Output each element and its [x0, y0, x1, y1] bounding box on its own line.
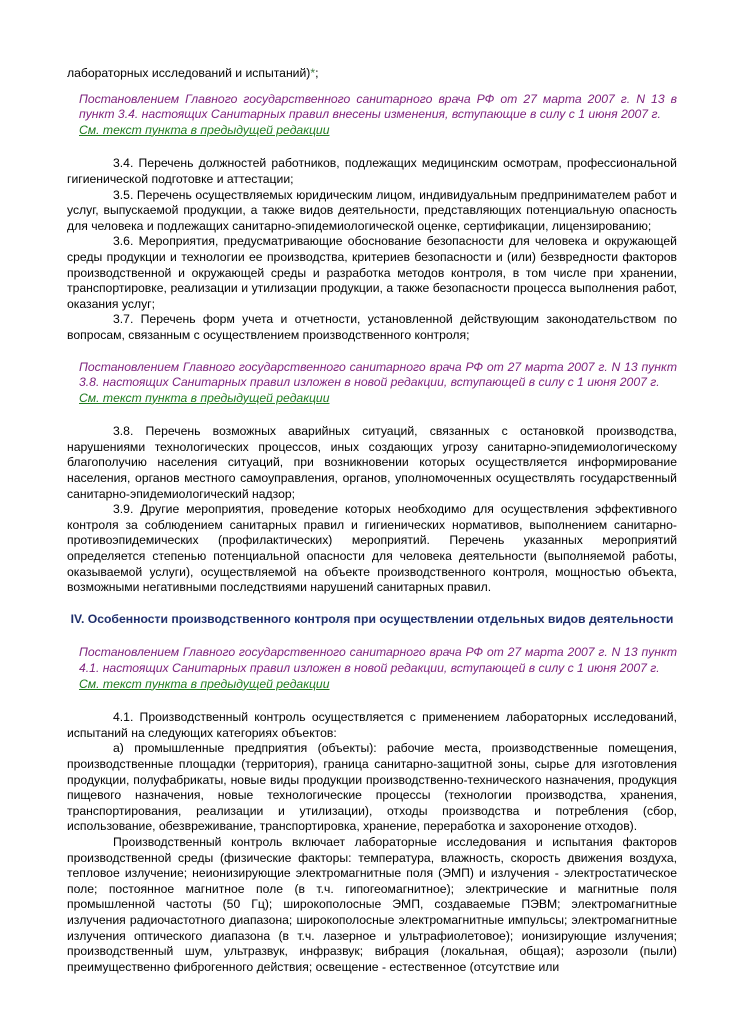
paragraph-block-3: [67, 710, 677, 975]
previous-edition-link[interactable]: См. текст пункта в предыдущей редакции: [79, 122, 330, 137]
paragraph-3-9: 3.9. Другие мероприятия, проведение которых необходимо для осуществления эффективного контроля за соблюдением санитарных правил и гигиенических нормативов, выполнением санитарно-противоэпидемических (профилактических) мероприятий. Перечень указанных мероприятий определяется степенью потенциальной опасности для человека деятельности (выполняемой работы, оказываемой услуги), осуществляемой на объекте производственного контроля, мощностью объекта, возможными негативными последствиями нарушений санитарных правил.: [67, 502, 677, 595]
paragraph-3-5: 3.5. Перечень осуществляемых юридическим лицом, индивидуальным предпринимателем работ и услуг, выпускаемой продукции, а также видов деятельности, представляющих потенциальную опасность для человека и подлежащих санитарно-эпидемиологической оценке, сертификации, лицензированию;: [67, 187, 677, 233]
paragraph-production-control: Производственный контроль включает лабораторные исследования и испытания факторов производственной среды (физические факторы: температура, влажность, скорость движения воздуха, тепловое излучение; неионизирующие электромагнитные поля (ЭМП) и излучения - электростатическое поле; постоянное магнитное поле (в т.ч. гипогеомагнитное); электрические и магнитные поля промышленной частоты (50 Гц); широкополосные ЭМП, создаваемые ПЭВМ; электромагнитные излучения радиочастотного диапазона; широкополосные электромагнитные импульсы; электромагнитные излучения оптического диапазона (в т.ч. лазерное и ультрафиолетовое); ионизирующие излучения; производственный шум, ультразвук, инфразвук; вибрация (локальная, общая); аэрозоли (пыли) преимущественно фиброгенного действия; освещение - естественное (отсутствие или: [67, 834, 677, 974]
paragraph-3-4: 3.4. Перечень должностей работников, подлежащих медицинским осмотрам, профессиональной гигиенической подготовке и аттестации;: [67, 156, 677, 186]
amendment-note-3: [79, 645, 677, 692]
top-line: [67, 66, 677, 82]
paragraph-block-2: [67, 424, 677, 596]
paragraph-block-1: [67, 156, 677, 343]
amendment-note-text: Постановлением Главного государственного санитарного врача РФ от 27 марта 2007 г. N 13 пункт 3.8. настоящих Санитарных правил изложен в новой редакции, вступающей в силу с 1 июня 2007 г.: [79, 359, 677, 390]
top-line-tail: ;: [315, 66, 319, 80]
amendment-note-text: Постановлением Главного государственного санитарного врача РФ от 27 марта 2007 г. N 13 в пункт 3.4. настоящих Санитарных правил внесены изменения, вступающие в силу с 1 июня 2007 г.: [79, 91, 677, 122]
previous-edition-link[interactable]: См. текст пункта в предыдущей редакции: [79, 390, 330, 405]
paragraph-4-1-a: а) промышленные предприятия (объекты): рабочие места, производственные помещения, производственные площадки (территория), граница санитарно-защитной зоны, сырье для изготовления продукции, полуфабрикаты, новые виды продукции производственно-технического назначения, продукция пищевого назначения, новые технологические процессы (технологии производства, хранения, транспортирования, реализации и утилизации), отходы производства и потребления (сбор, использование, обезвреживание, транспортировка, хранение, переработка и захоронение отходов).: [67, 741, 677, 834]
amendment-note-text: Постановлением Главного государственного санитарного врача РФ от 27 марта 2007 г. N 13 пункт 4.1. настоящих Санитарных правил изложен в новой редакции, вступающей в силу с 1 июня 2007 г.: [79, 645, 677, 675]
top-line-text: лабораторных исследований и испытаний): [67, 66, 311, 80]
paragraph-3-8: 3.8. Перечень возможных аварийных ситуаций, связанных с остановкой производства, нарушениями технологических процессов, иных создающих угрозу санитарно-эпидемиологическому благополучию населения ситуаций, при возникновении которых осуществляется информирование населения, органов местного самоуправления, органов, уполномоченных осуществлять государственный санитарно-эпидемиологический надзор;: [67, 424, 677, 501]
previous-edition-link[interactable]: См. текст пункта в предыдущей редакции: [79, 676, 330, 691]
paragraph-3-6: 3.6. Мероприятия, предусматривающие обоснование безопасности для человека и окружающей среды продукции и технологии ее производства, критериев безопасности и (или) безвредности факторов производственной и окружающей среды и разработка методов контроля, в том числе при хранении, транспортировке, реализации и утилизации продукции, а также безопасности процесса выполнения работ, оказания услуг;: [67, 234, 677, 311]
amendment-note-1: [79, 92, 677, 139]
document-page: [67, 66, 677, 975]
paragraph-4-1: 4.1. Производственный контроль осуществляется с применением лабораторных исследований, испытаний на следующих категориях объектов:: [67, 710, 677, 740]
amendment-note-2: [79, 360, 677, 407]
footnote-marker[interactable]: *: [310, 66, 316, 80]
paragraph-3-7: 3.7. Перечень форм учета и отчетности, установленной действующим законодательством по вопросам, связанным с осуществлением производственного контроля;: [67, 312, 677, 342]
section-heading: IV. Особенности производственного контроля при осуществлении отдельных видов деятельности: [70, 611, 674, 626]
